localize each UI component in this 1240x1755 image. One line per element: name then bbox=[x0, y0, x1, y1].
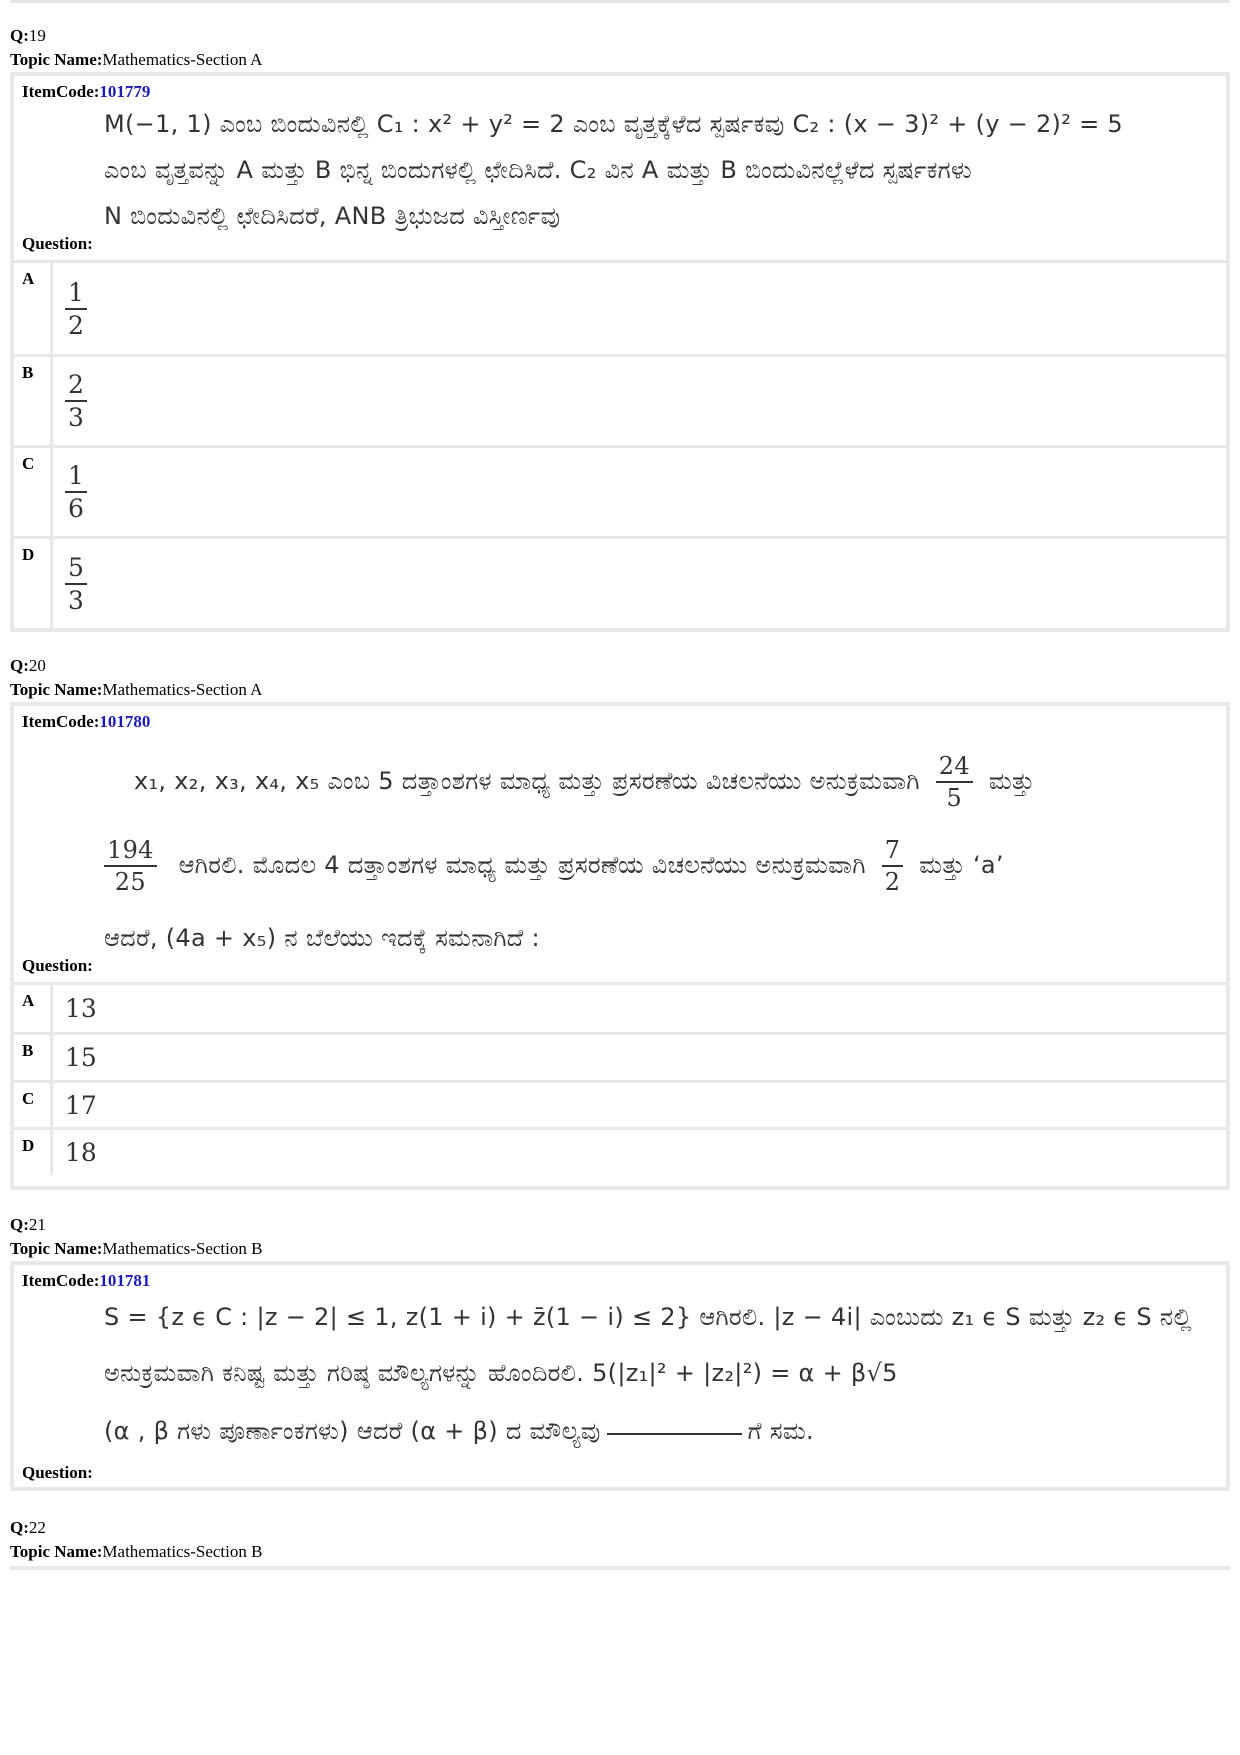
fraction: $\frac{24}{5}$ bbox=[936, 754, 973, 810]
top-divider bbox=[10, 0, 1230, 3]
question-block-22 bbox=[10, 1516, 1230, 1570]
question-line: M(−1, 1) ಎಂಬ ಬಿಂದುವಿನಲ್ಲಿ C₁ : x² + y² = 2 ಎಂಬ ವೃತ್ತಕ್ಕೆಳೆದ ಸ್ಪರ್ಷಕವು C₂ : (x − 3)² + (y − 2)² = 5 bbox=[104, 110, 1123, 138]
question-line: ಎಂಬ ವೃತ್ತವನ್ನು A ಮತ್ತು B ಭಿನ್ನ ಬಿಂದುಗಳಲ್ಲಿ ಛೇದಿಸಿದೆ. C₂ ವಿನ A ಮತ್ತು B ಬಿಂದುವಿನಲ್ಲೆಳೆದ ಸ್ಪರ್ಷಕಗಳು bbox=[104, 156, 972, 184]
option-label: B bbox=[14, 357, 53, 445]
option-value: $\frac{1}{6}$ bbox=[53, 448, 87, 536]
option-a[interactable] bbox=[14, 985, 1226, 1032]
question-line bbox=[134, 754, 1035, 810]
question-block-20 bbox=[10, 654, 1230, 1190]
option-b[interactable] bbox=[14, 354, 1226, 445]
question-line: N ಬಿಂದುವಿನಲ್ಲಿ ಛೇದಿಸಿದರೆ, ANB ತ್ರಿಭುಜದ ವಿಸ್ತೀರ್ಣವು bbox=[104, 202, 561, 230]
section-divider bbox=[10, 1566, 1230, 1570]
question-block-21 bbox=[10, 1213, 1230, 1491]
line-text: ಮತ್ತು ‘a’ bbox=[919, 851, 1004, 879]
option-c[interactable] bbox=[14, 445, 1226, 536]
topic-name: Topic Name:Mathematics-Section B bbox=[10, 1542, 263, 1561]
question-line bbox=[104, 838, 1004, 894]
answer-blank[interactable] bbox=[607, 1432, 742, 1435]
question-number: Q:21 bbox=[10, 1215, 46, 1234]
question-card bbox=[10, 72, 1230, 632]
option-label: D bbox=[14, 539, 53, 629]
question-card bbox=[10, 702, 1230, 1190]
question-body bbox=[14, 734, 1226, 985]
option-d[interactable] bbox=[14, 536, 1226, 629]
question-line: ಅನುಕ್ರಮವಾಗಿ ಕನಿಷ್ಟ ಮತ್ತು ಗರಿಷ್ಠ ಮೌಲ್ಯಗಳನ್ನು ಹೊಂದಿರಲಿ. 5(|z₁|² + |z₂|²) = α + β√5 bbox=[104, 1359, 898, 1387]
question-label: Question: bbox=[22, 234, 93, 253]
option-label: A bbox=[14, 263, 53, 354]
option-d[interactable] bbox=[14, 1127, 1226, 1175]
option-label: B bbox=[14, 1035, 53, 1080]
option-label: C bbox=[14, 448, 53, 536]
option-label: C bbox=[14, 1083, 53, 1127]
option-value: 18 bbox=[65, 1138, 97, 1167]
question-number: Q:20 bbox=[10, 656, 46, 675]
option-a[interactable] bbox=[14, 263, 1226, 354]
option-label: D bbox=[14, 1130, 53, 1175]
topic-name: Topic Name:Mathematics-Section B bbox=[10, 1239, 263, 1258]
question-number: Q:19 bbox=[10, 26, 46, 45]
item-code: ItemCode:101781 bbox=[22, 1271, 151, 1290]
option-value: $\frac{5}{3}$ bbox=[53, 539, 87, 629]
option-value: 17 bbox=[65, 1090, 97, 1120]
topic-name: Topic Name:Mathematics-Section A bbox=[10, 680, 263, 699]
line-text: ಮತ್ತು bbox=[988, 767, 1035, 795]
fraction: $\frac{7}{2}$ bbox=[882, 838, 904, 894]
option-value: $\frac{2}{3}$ bbox=[53, 357, 87, 445]
option-c[interactable] bbox=[14, 1080, 1226, 1127]
line-text: x₁, x₂, x₃, x₄, x₅ ಎಂಬ 5 ದತ್ತಾಂಶಗಳ ಮಾಧ್ಯ ಮತ್ತು ಪ್ರಸರಣೆಯ ವಿಚಲನೆಯು ಅನುಕ್ರಮವಾಗಿ bbox=[134, 767, 920, 795]
option-b[interactable] bbox=[14, 1032, 1226, 1080]
option-label: A bbox=[14, 985, 53, 1032]
question-number: Q:22 bbox=[10, 1518, 46, 1537]
option-value: 15 bbox=[65, 1043, 97, 1072]
question-block-19 bbox=[10, 24, 1230, 632]
option-value: 13 bbox=[65, 994, 97, 1023]
question-line: ಆದರೆ, (4a + x₅) ನ ಬೆಲೆಯು ಇದಕ್ಕೆ ಸಮನಾಗಿದೆ : bbox=[104, 924, 540, 952]
question-body bbox=[14, 104, 1226, 263]
question-card bbox=[10, 1261, 1230, 1491]
question-label: Question: bbox=[22, 1463, 93, 1482]
item-code: ItemCode:101780 bbox=[22, 712, 151, 731]
item-code: ItemCode:101779 bbox=[22, 82, 151, 101]
line-text: (α , β ಗಳು ಪೂರ್ಣಾಂಕಗಳು) ಆದರೆ (α + β) ದ ಮೌಲ್ಯವು bbox=[104, 1417, 601, 1445]
question-line bbox=[104, 1417, 814, 1445]
question-line: S = {z ϵ C : |z − 2| ≤ 1, z(1 + i) + z̄(1 − i) ≤ 2} ಆಗಿರಲಿ. |z − 4i| ಎಂಬುದು z₁ ϵ S ಮತ್ತು z₂ ϵ S ನಲ್ಲಿ bbox=[104, 1303, 1192, 1331]
line-text: ಗೆ ಸಮ. bbox=[747, 1417, 814, 1445]
question-label: Question: bbox=[22, 956, 93, 975]
line-text: ಆಗಿರಲಿ. ಮೊದಲ 4 ದತ್ತಾಂಶಗಳ ಮಾಧ್ಯ ಮತ್ತು ಪ್ರಸರಣೆಯ ವಿಚಲನೆಯು ಅನುಕ್ರಮವಾಗಿ bbox=[178, 851, 866, 879]
question-body bbox=[14, 1293, 1226, 1489]
fraction: $\frac{194}{25}$ bbox=[104, 838, 157, 894]
option-value: $\frac{1}{2}$ bbox=[53, 263, 87, 354]
topic-name: Topic Name:Mathematics-Section A bbox=[10, 50, 263, 69]
